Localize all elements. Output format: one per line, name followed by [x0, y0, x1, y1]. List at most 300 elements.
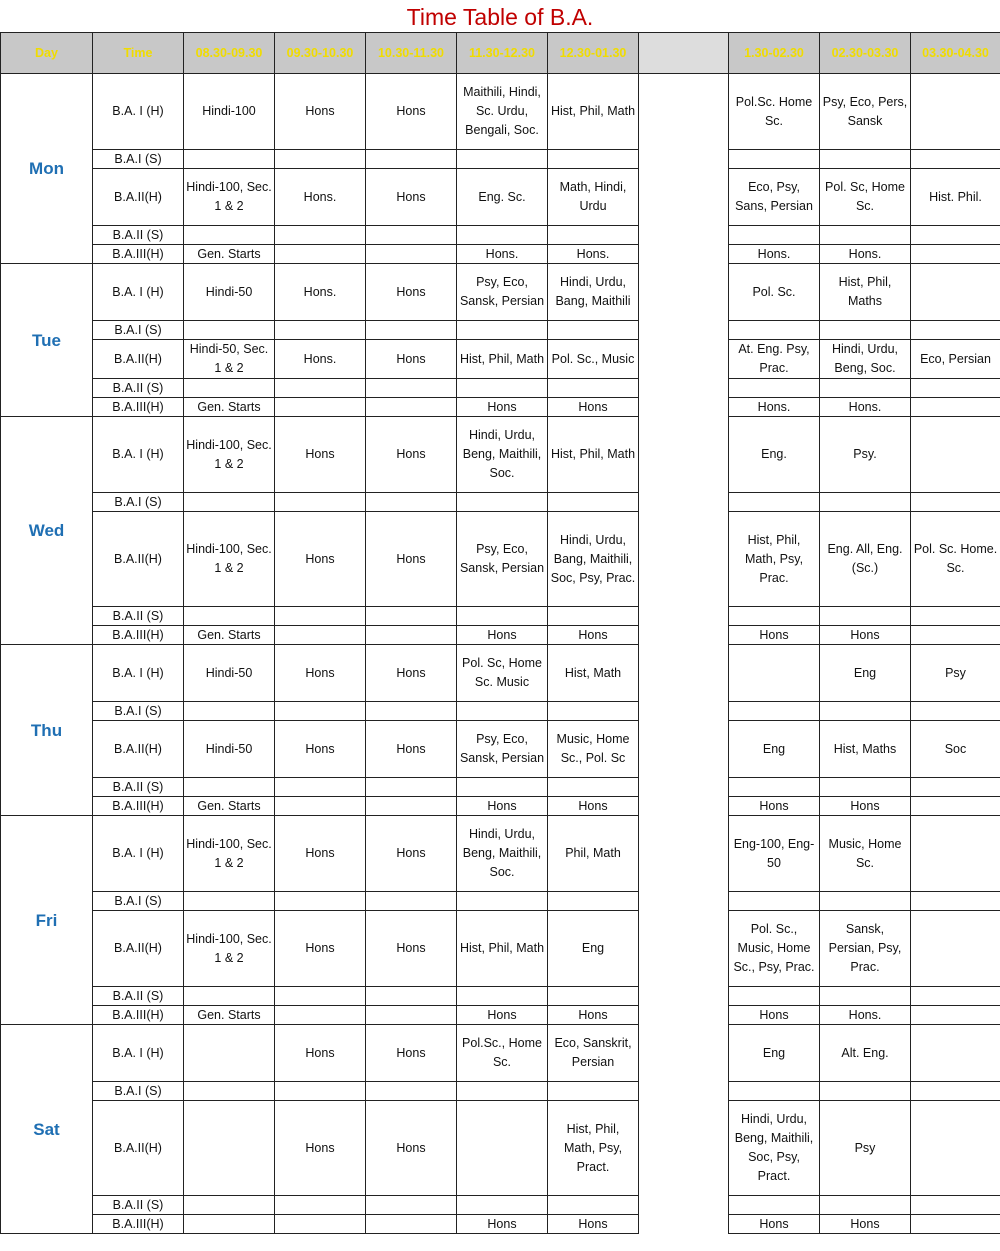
- schedule-cell: [184, 1082, 275, 1101]
- table-row: [1, 493, 1000, 512]
- class-label: B.A.III(H): [93, 626, 184, 645]
- schedule-cell: [911, 892, 1000, 911]
- schedule-cell: [911, 1196, 1000, 1215]
- schedule-cell: Hons: [366, 721, 457, 778]
- schedule-cell: [911, 911, 1000, 987]
- break-cell: [639, 1215, 729, 1234]
- schedule-cell: Hons: [275, 512, 366, 607]
- break-cell: [639, 379, 729, 398]
- timetable: [0, 32, 1000, 1234]
- schedule-cell: [184, 226, 275, 245]
- schedule-cell: Phil, Math: [548, 816, 639, 892]
- schedule-cell: Hons: [366, 169, 457, 226]
- schedule-cell: [457, 493, 548, 512]
- schedule-cell: [729, 645, 820, 702]
- page-title: Time Table of B.A.: [406, 4, 594, 30]
- schedule-cell: [729, 778, 820, 797]
- schedule-cell: [729, 379, 820, 398]
- schedule-cell: [911, 1101, 1000, 1196]
- schedule-cell: Hons.: [275, 340, 366, 379]
- schedule-cell: Gen. Starts: [184, 797, 275, 816]
- schedule-cell: [184, 1196, 275, 1215]
- break-cell: [639, 1025, 729, 1082]
- table-row: [1, 607, 1000, 626]
- schedule-cell: [729, 226, 820, 245]
- schedule-cell: [366, 778, 457, 797]
- class-label: B.A. I (H): [93, 264, 184, 321]
- schedule-cell: [820, 607, 911, 626]
- schedule-cell: [729, 493, 820, 512]
- schedule-cell: Hons: [729, 797, 820, 816]
- table-row: [1, 816, 1000, 892]
- schedule-cell: Hons: [820, 797, 911, 816]
- schedule-cell: Gen. Starts: [184, 398, 275, 417]
- schedule-cell: Music, Home Sc.: [820, 816, 911, 892]
- class-label: B.A. I (H): [93, 74, 184, 150]
- table-row: [1, 987, 1000, 1006]
- class-label: B.A.II (S): [93, 607, 184, 626]
- schedule-cell: [911, 1025, 1000, 1082]
- schedule-cell: [275, 702, 366, 721]
- schedule-cell: [366, 226, 457, 245]
- schedule-cell: Psy, Eco, Sansk, Persian: [457, 264, 548, 321]
- schedule-cell: [729, 1082, 820, 1101]
- timetable-body: [1, 74, 1000, 1234]
- table-row: [1, 74, 1000, 150]
- class-label: B.A. I (H): [93, 417, 184, 493]
- class-label: B.A.II (S): [93, 379, 184, 398]
- schedule-cell: Hindi-100, Sec. 1 & 2: [184, 911, 275, 987]
- schedule-cell: Hist, Math: [548, 645, 639, 702]
- schedule-cell: [457, 226, 548, 245]
- schedule-cell: Hons.: [729, 245, 820, 264]
- schedule-cell: Pol. Sc, Home Sc. Music: [457, 645, 548, 702]
- schedule-cell: Hons: [457, 398, 548, 417]
- break-cell: [639, 1082, 729, 1101]
- schedule-cell: [366, 1082, 457, 1101]
- schedule-cell: Sansk, Persian, Psy, Prac.: [820, 911, 911, 987]
- schedule-cell: Pol. Sc., Music: [548, 340, 639, 379]
- break-cell: [639, 245, 729, 264]
- schedule-cell: Hons: [548, 1215, 639, 1234]
- schedule-cell: [366, 1196, 457, 1215]
- schedule-cell: Hist, Phil, Math: [457, 340, 548, 379]
- class-label: B.A.I (S): [93, 892, 184, 911]
- table-row: [1, 1082, 1000, 1101]
- schedule-cell: Hons: [548, 626, 639, 645]
- break-cell: [639, 150, 729, 169]
- class-label: B.A.II(H): [93, 1101, 184, 1196]
- schedule-cell: [548, 150, 639, 169]
- class-label: B.A.III(H): [93, 1215, 184, 1234]
- schedule-cell: [911, 321, 1000, 340]
- schedule-cell: [184, 1025, 275, 1082]
- schedule-cell: Hons: [275, 816, 366, 892]
- schedule-cell: [548, 702, 639, 721]
- schedule-cell: Hons: [275, 1025, 366, 1082]
- schedule-cell: [457, 987, 548, 1006]
- schedule-cell: Hons: [275, 1101, 366, 1196]
- schedule-cell: [548, 493, 639, 512]
- schedule-cell: Hist, Maths: [820, 721, 911, 778]
- schedule-cell: Psy.: [820, 417, 911, 493]
- table-row: [1, 226, 1000, 245]
- break-cell: [639, 702, 729, 721]
- schedule-cell: Hons: [366, 264, 457, 321]
- class-label: B.A.II(H): [93, 512, 184, 607]
- schedule-cell: Eng-100, Eng-50: [729, 816, 820, 892]
- schedule-cell: Hons.: [820, 245, 911, 264]
- schedule-cell: Hons: [366, 417, 457, 493]
- schedule-cell: [184, 987, 275, 1006]
- schedule-cell: [184, 892, 275, 911]
- schedule-cell: Hons.: [275, 264, 366, 321]
- class-label: B.A.I (S): [93, 321, 184, 340]
- class-label: B.A.II (S): [93, 778, 184, 797]
- schedule-cell: Hons: [729, 1006, 820, 1025]
- break-cell: [639, 911, 729, 987]
- schedule-cell: [275, 1082, 366, 1101]
- schedule-cell: Hindi-50: [184, 645, 275, 702]
- break-cell: [639, 226, 729, 245]
- break-cell: [639, 1101, 729, 1196]
- table-row: [1, 778, 1000, 797]
- schedule-cell: Hons: [366, 816, 457, 892]
- class-label: B.A. I (H): [93, 816, 184, 892]
- table-row: [1, 321, 1000, 340]
- day-label: Wed: [1, 417, 93, 645]
- schedule-cell: [911, 607, 1000, 626]
- schedule-cell: Hist, Phil, Math: [548, 74, 639, 150]
- table-row: [1, 892, 1000, 911]
- schedule-cell: Hindi, Urdu, Beng, Maithili, Soc, Psy, Pract.: [729, 1101, 820, 1196]
- schedule-cell: [911, 626, 1000, 645]
- day-label: Mon: [1, 74, 93, 264]
- schedule-cell: Eco, Sanskrit, Persian: [548, 1025, 639, 1082]
- schedule-cell: [184, 1215, 275, 1234]
- break-cell: [639, 398, 729, 417]
- schedule-cell: [729, 321, 820, 340]
- schedule-cell: [457, 607, 548, 626]
- schedule-cell: [911, 74, 1000, 150]
- schedule-cell: Eng: [729, 721, 820, 778]
- schedule-cell: [275, 987, 366, 1006]
- schedule-cell: [729, 702, 820, 721]
- schedule-cell: [457, 379, 548, 398]
- schedule-cell: Psy, Eco, Sansk, Persian: [457, 721, 548, 778]
- table-row: [1, 340, 1000, 379]
- schedule-cell: [366, 150, 457, 169]
- table-row: [1, 398, 1000, 417]
- schedule-cell: [275, 226, 366, 245]
- schedule-cell: Hindi, Urdu, Beng, Soc.: [820, 340, 911, 379]
- schedule-cell: [911, 226, 1000, 245]
- schedule-cell: Music, Home Sc., Pol. Sc: [548, 721, 639, 778]
- schedule-cell: Hist. Phil.: [911, 169, 1000, 226]
- break-cell: [639, 74, 729, 150]
- break-cell: [639, 512, 729, 607]
- schedule-cell: [820, 321, 911, 340]
- class-label: B.A.II (S): [93, 1196, 184, 1215]
- schedule-cell: Hist, Phil, Math: [457, 911, 548, 987]
- col-header-slot-7: 02.30-03.30: [820, 33, 911, 74]
- schedule-cell: [275, 1196, 366, 1215]
- break-cell: [639, 721, 729, 778]
- schedule-cell: [911, 702, 1000, 721]
- schedule-cell: Eng.: [729, 417, 820, 493]
- schedule-cell: [911, 778, 1000, 797]
- schedule-cell: [729, 150, 820, 169]
- schedule-cell: [911, 245, 1000, 264]
- table-row: [1, 1025, 1000, 1082]
- col-header-slot-1: 08.30-09.30: [184, 33, 275, 74]
- schedule-cell: [548, 379, 639, 398]
- break-cell: [639, 816, 729, 892]
- schedule-cell: Gen. Starts: [184, 245, 275, 264]
- day-label: Thu: [1, 645, 93, 816]
- schedule-cell: Gen. Starts: [184, 626, 275, 645]
- break-cell: [639, 321, 729, 340]
- schedule-cell: Pol. Sc., Music, Home Sc., Psy, Prac.: [729, 911, 820, 987]
- table-row: [1, 417, 1000, 493]
- schedule-cell: Hons: [457, 1215, 548, 1234]
- schedule-cell: Hindi, Urdu, Beng, Maithili, Soc.: [457, 816, 548, 892]
- schedule-cell: Hons: [275, 74, 366, 150]
- col-header-slot-6: 1.30-02.30: [729, 33, 820, 74]
- schedule-cell: Math, Hindi, Urdu: [548, 169, 639, 226]
- schedule-cell: [275, 321, 366, 340]
- schedule-cell: Hons: [275, 645, 366, 702]
- schedule-cell: Soc: [911, 721, 1000, 778]
- schedule-cell: [911, 493, 1000, 512]
- class-label: B.A. I (H): [93, 1025, 184, 1082]
- class-label: B.A.I (S): [93, 1082, 184, 1101]
- class-label: B.A.I (S): [93, 150, 184, 169]
- schedule-cell: Eng: [548, 911, 639, 987]
- schedule-cell: [820, 379, 911, 398]
- schedule-cell: [366, 379, 457, 398]
- schedule-cell: [548, 1082, 639, 1101]
- schedule-cell: Pol. Sc.: [729, 264, 820, 321]
- break-cell: [639, 169, 729, 226]
- schedule-cell: [457, 892, 548, 911]
- schedule-cell: Eco, Persian: [911, 340, 1000, 379]
- schedule-cell: Hons: [366, 911, 457, 987]
- schedule-cell: [911, 264, 1000, 321]
- schedule-cell: [366, 607, 457, 626]
- schedule-cell: Hons: [820, 626, 911, 645]
- schedule-cell: Hons: [457, 797, 548, 816]
- schedule-cell: [548, 321, 639, 340]
- schedule-cell: Pol. Sc. Home. Sc.: [911, 512, 1000, 607]
- schedule-cell: Hist, Phil, Math, Psy, Pract.: [548, 1101, 639, 1196]
- schedule-cell: [275, 379, 366, 398]
- schedule-cell: Hist, Phil, Maths: [820, 264, 911, 321]
- day-label: Sat: [1, 1025, 93, 1234]
- schedule-cell: [275, 778, 366, 797]
- schedule-cell: Hindi-50: [184, 721, 275, 778]
- schedule-cell: Psy, Eco, Pers, Sansk: [820, 74, 911, 150]
- table-row: [1, 911, 1000, 987]
- schedule-cell: [184, 778, 275, 797]
- table-row: [1, 245, 1000, 264]
- schedule-cell: Eng. All, Eng. (Sc.): [820, 512, 911, 607]
- class-label: B.A.III(H): [93, 797, 184, 816]
- schedule-cell: [911, 797, 1000, 816]
- schedule-cell: [457, 1101, 548, 1196]
- table-row: [1, 1006, 1000, 1025]
- schedule-cell: [548, 607, 639, 626]
- schedule-cell: Hons: [457, 1006, 548, 1025]
- table-row: [1, 645, 1000, 702]
- schedule-cell: [184, 607, 275, 626]
- schedule-cell: Hons.: [820, 398, 911, 417]
- table-row: [1, 264, 1000, 321]
- break-cell: [639, 417, 729, 493]
- break-cell: [639, 340, 729, 379]
- col-header-slot-4: 11.30-12.30: [457, 33, 548, 74]
- schedule-cell: [729, 892, 820, 911]
- break-cell: [639, 493, 729, 512]
- schedule-cell: Hindi, Urdu, Beng, Maithili, Soc.: [457, 417, 548, 493]
- schedule-cell: Hindi, Urdu, Bang, Maithili, Soc, Psy, Prac.: [548, 512, 639, 607]
- schedule-cell: [275, 398, 366, 417]
- schedule-cell: Hindi-100, Sec. 1 & 2: [184, 417, 275, 493]
- schedule-cell: [184, 702, 275, 721]
- schedule-cell: Psy: [911, 645, 1000, 702]
- schedule-cell: [820, 493, 911, 512]
- schedule-cell: [911, 417, 1000, 493]
- col-header-time: Time: [93, 33, 184, 74]
- class-label: B.A.II (S): [93, 226, 184, 245]
- schedule-cell: [184, 150, 275, 169]
- col-header-slot-5: 12.30-01.30: [548, 33, 639, 74]
- schedule-cell: [911, 1215, 1000, 1234]
- schedule-cell: Hons: [820, 1215, 911, 1234]
- schedule-cell: Eng: [729, 1025, 820, 1082]
- table-row: [1, 379, 1000, 398]
- schedule-cell: [275, 1215, 366, 1234]
- col-header-break: [639, 33, 729, 74]
- schedule-cell: [275, 607, 366, 626]
- schedule-cell: [366, 398, 457, 417]
- schedule-cell: Pol. Sc, Home Sc.: [820, 169, 911, 226]
- break-cell: [639, 778, 729, 797]
- schedule-cell: [184, 1101, 275, 1196]
- schedule-cell: [820, 987, 911, 1006]
- table-row: [1, 702, 1000, 721]
- schedule-cell: [820, 778, 911, 797]
- schedule-cell: [275, 245, 366, 264]
- break-cell: [639, 892, 729, 911]
- header-row: [1, 33, 1000, 74]
- col-header-slot-8: 03.30-04.30: [911, 33, 1000, 74]
- schedule-cell: Hons: [457, 626, 548, 645]
- table-row: [1, 150, 1000, 169]
- schedule-cell: Hons: [729, 1215, 820, 1234]
- schedule-cell: [366, 892, 457, 911]
- schedule-cell: [911, 150, 1000, 169]
- schedule-cell: [729, 607, 820, 626]
- day-label: Fri: [1, 816, 93, 1025]
- schedule-cell: Hons.: [457, 245, 548, 264]
- schedule-cell: [820, 892, 911, 911]
- break-cell: [639, 264, 729, 321]
- schedule-cell: [366, 1215, 457, 1234]
- schedule-cell: Hist, Phil, Math: [548, 417, 639, 493]
- schedule-cell: [457, 778, 548, 797]
- schedule-cell: Hons.: [275, 169, 366, 226]
- class-label: B.A.I (S): [93, 493, 184, 512]
- break-cell: [639, 607, 729, 626]
- schedule-cell: Eng: [820, 645, 911, 702]
- schedule-cell: Maithili, Hindi, Sc. Urdu, Bengali, Soc.: [457, 74, 548, 150]
- schedule-cell: Hons.: [820, 1006, 911, 1025]
- schedule-cell: [366, 702, 457, 721]
- break-cell: [639, 626, 729, 645]
- schedule-cell: [548, 226, 639, 245]
- class-label: B.A.III(H): [93, 398, 184, 417]
- schedule-cell: Hons: [275, 911, 366, 987]
- class-label: B.A.II (S): [93, 987, 184, 1006]
- class-label: B.A.III(H): [93, 1006, 184, 1025]
- schedule-cell: At. Eng. Psy, Prac.: [729, 340, 820, 379]
- schedule-cell: [548, 778, 639, 797]
- schedule-cell: [457, 150, 548, 169]
- table-row: [1, 512, 1000, 607]
- schedule-cell: [820, 1082, 911, 1101]
- class-label: B.A.II(H): [93, 169, 184, 226]
- schedule-cell: Pol.Sc., Home Sc.: [457, 1025, 548, 1082]
- schedule-cell: Hindi-50: [184, 264, 275, 321]
- schedule-cell: [911, 398, 1000, 417]
- schedule-cell: [457, 321, 548, 340]
- break-cell: [639, 645, 729, 702]
- schedule-cell: [275, 797, 366, 816]
- schedule-cell: [275, 892, 366, 911]
- schedule-cell: [275, 150, 366, 169]
- schedule-cell: Hindi-50, Sec. 1 & 2: [184, 340, 275, 379]
- schedule-cell: Hindi, Urdu, Bang, Maithili: [548, 264, 639, 321]
- schedule-cell: Hindi-100: [184, 74, 275, 150]
- schedule-cell: Hons: [366, 645, 457, 702]
- schedule-cell: Psy, Eco, Sansk, Persian: [457, 512, 548, 607]
- schedule-cell: Hons: [548, 797, 639, 816]
- schedule-cell: [548, 892, 639, 911]
- schedule-cell: [457, 1082, 548, 1101]
- schedule-cell: [911, 1082, 1000, 1101]
- schedule-cell: [911, 1006, 1000, 1025]
- class-label: B.A.II(H): [93, 340, 184, 379]
- schedule-cell: [275, 1006, 366, 1025]
- schedule-cell: [366, 987, 457, 1006]
- schedule-cell: [729, 987, 820, 1006]
- break-cell: [639, 797, 729, 816]
- schedule-cell: [548, 987, 639, 1006]
- table-row: [1, 797, 1000, 816]
- schedule-cell: [820, 150, 911, 169]
- schedule-cell: Hindi-100, Sec. 1 & 2: [184, 512, 275, 607]
- schedule-cell: Alt. Eng.: [820, 1025, 911, 1082]
- schedule-cell: [457, 1196, 548, 1215]
- col-header-day: Day: [1, 33, 93, 74]
- table-row: [1, 1215, 1000, 1234]
- schedule-cell: [457, 702, 548, 721]
- schedule-cell: [820, 1196, 911, 1215]
- class-label: B.A. I (H): [93, 645, 184, 702]
- table-row: [1, 169, 1000, 226]
- class-label: B.A.II(H): [93, 911, 184, 987]
